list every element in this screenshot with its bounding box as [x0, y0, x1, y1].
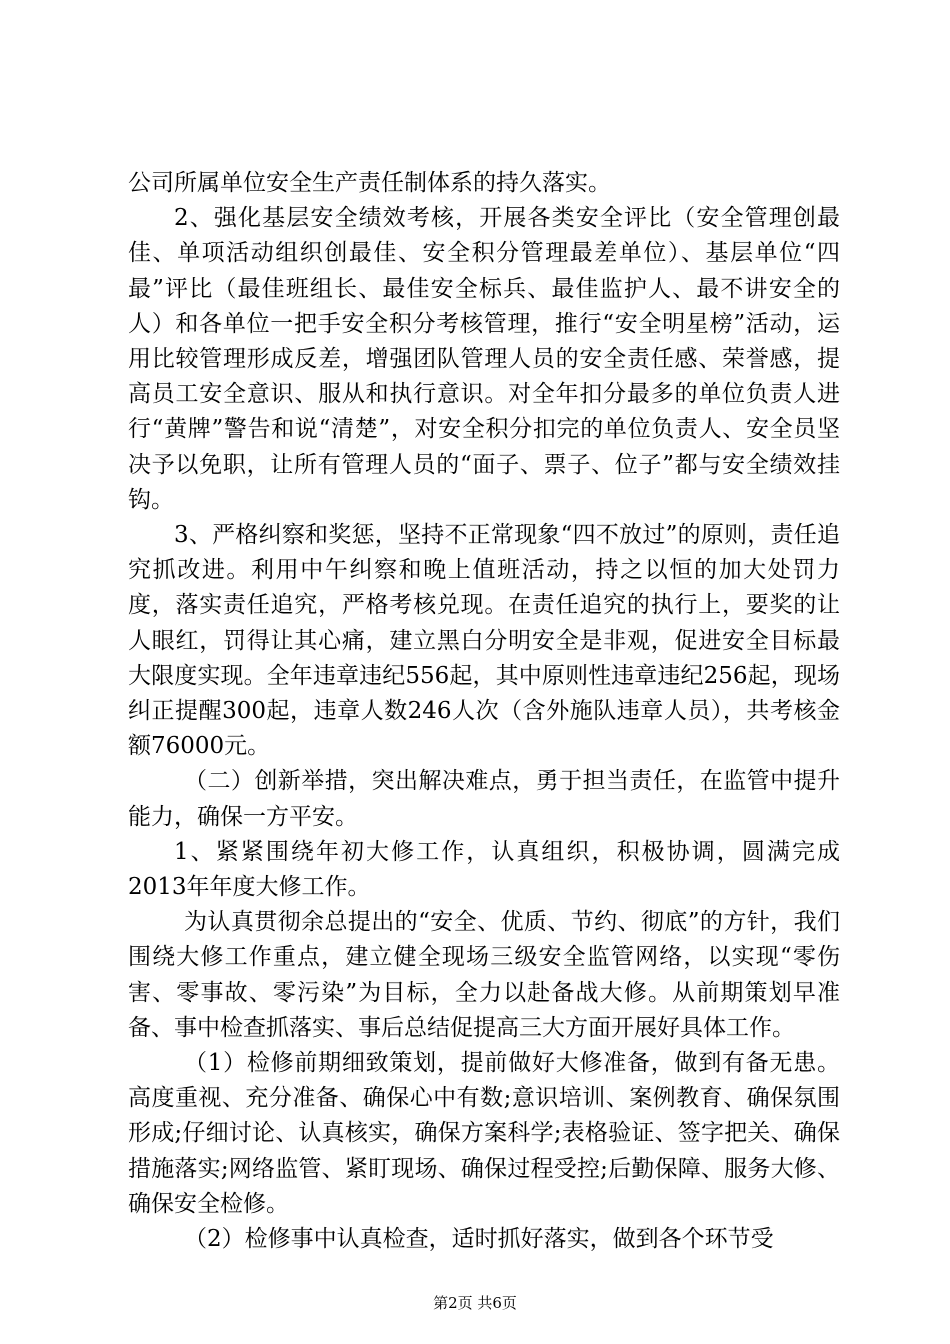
document-body: [128, 166, 840, 1257]
paragraph-continuation: 公司所属单位安全生产责任制体系的持久落实。: [128, 170, 611, 196]
paragraph-body: 为认真贯彻余总提出的“安全、优质、节约、彻底”的方针，我们围绕大修工作重点，建立健全现场三级安全监管网络，以实现“零伤害、零事故、零污染”为目标，全力以赴备战大修。从前期策划早准备、事中检查抓落实、事后总结促提高三大方面开展好具体工作。: [128, 909, 840, 1041]
page-footer: 第2页 共6页: [433, 1294, 517, 1312]
paragraph-item-2: 2、强化基层安全绩效考核，开展各类安全评比（安全管理创最佳、单项活动组织创最佳、安全积分管理最差单位）、基层单位“四最”评比（最佳班组长、最佳安全标兵、最佳监护人、最不讲安全的人）和各单位一把手安全积分考核管理，推行“安全明星榜”活动，运用比较管理形成反差，增强团队管理人员的安全责任感、荣誉感，提高员工安全意识、服从和执行意识。对全年扣分最多的单位负责人进行“黄牌”警告和说“清楚”，对安全积分扣完的单位负责人、安全员坚决予以免职，让所有管理人员的“面子、票子、位子”都与安全绩效挂钩。: [128, 205, 840, 513]
section-heading-2: （二）创新举措，突出解决难点，勇于担当责任，在监管中提升能力，确保一方平安。: [128, 768, 840, 830]
paragraph-item-3: 3、严格纠察和奖惩，坚持不正常现象“四不放过”的原则，责任追究抓改进。利用中午纠察和晚上值班活动，持之以恒的加大处罚力度，落实责任追究，严格考核兑现。在责任追究的执行上，要奖的让人眼红，罚得让其心痛，建立黑白分明安全是非观，促进安全目标最大限度实现。全年违章违纪556起，其中原则性违章违纪256起，现场纠正提醒300起，违章人数246人次（含外施队违章人员），共考核金额76000元。: [128, 522, 840, 760]
paragraph-subitem-1: 1、紧紧围绕年初大修工作，认真组织，积极协调，圆满完成2013年年度大修工作。: [128, 838, 840, 901]
paragraph-step-2: （2）检修事中认真检查，适时抓好落实，做到各个环节受: [184, 1226, 774, 1253]
paragraph-step-1: （1）检修前期细致策划，提前做好大修准备，做到有备无患。高度重视、充分准备、确保心中有数;意识培训、案例教育、确保氛围形成;仔细讨论、认真核实，确保方案科学;表格验证、签字把关、确保措施落实;网络监管、紧盯现场、确保过程受控;后勤保障、服务大修、确保安全检修。: [128, 1050, 840, 1217]
